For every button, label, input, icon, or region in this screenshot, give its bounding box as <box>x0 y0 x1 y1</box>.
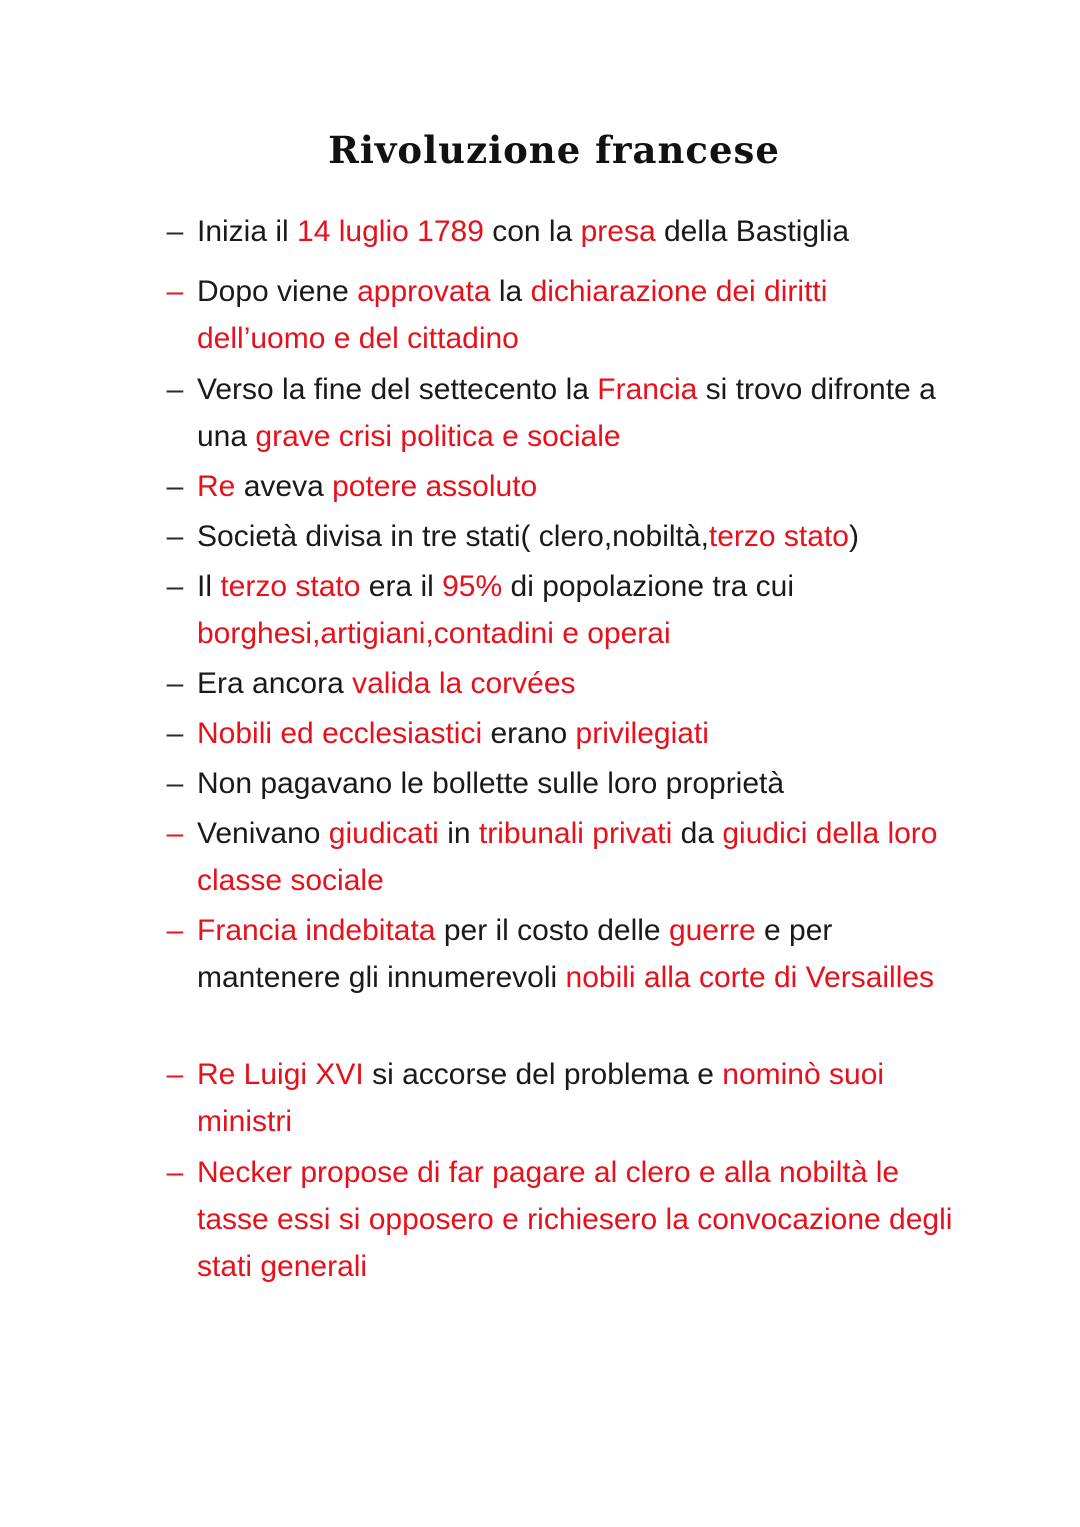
body-text: di popolazione tra cui <box>502 570 795 603</box>
bullet-dash: – <box>166 717 184 750</box>
list-item <box>166 208 957 255</box>
list-item <box>166 563 957 657</box>
list-item <box>166 810 957 904</box>
body-text: Era ancora <box>197 667 353 700</box>
highlighted-text: terzo stato <box>220 570 361 603</box>
body-text: si accorse del problema e <box>363 1058 723 1091</box>
bullet-dash: – <box>166 373 184 406</box>
page-title: Rivoluzione francese <box>328 128 780 172</box>
list-item <box>166 660 957 707</box>
highlighted-text: borghesi,artigiani,contadini e operai <box>197 617 671 650</box>
body-text: aveva <box>235 470 333 503</box>
bullet-dash: – <box>166 570 184 603</box>
body-text: erano <box>482 717 576 750</box>
body-text: Venivano <box>197 817 329 850</box>
highlighted-text: giudicati <box>328 817 439 850</box>
highlighted-text: dichiarazione dei diritti dell’uomo e del cittadino <box>197 275 828 355</box>
body-text: e per mantenere gli innumerevoli <box>197 914 833 994</box>
bullet-dash: – <box>166 1058 184 1091</box>
highlighted-text: privilegiati <box>575 717 709 750</box>
highlighted-text: 14 luglio 1789 <box>297 215 484 248</box>
list-item <box>166 268 957 362</box>
body-text: era il <box>360 570 443 603</box>
highlighted-text: Re <box>197 470 236 503</box>
highlighted-text: approvata <box>357 275 491 308</box>
highlighted-text: Nobili ed ecclesiastici <box>197 717 483 750</box>
body-text: Verso la fine del settecento la <box>197 373 598 406</box>
body-text: ) <box>848 520 859 553</box>
bullet-dash: – <box>166 914 184 947</box>
bullet-dash: – <box>166 767 184 800</box>
body-text: la <box>490 275 531 308</box>
body-text: da <box>672 817 723 850</box>
highlighted-text: Francia indebitata <box>197 914 436 947</box>
highlighted-text: terzo stato <box>708 520 849 553</box>
highlighted-text: Re Luigi XVI <box>197 1058 364 1091</box>
highlighted-text: Francia <box>597 373 698 406</box>
list-item <box>166 463 957 510</box>
list-item <box>166 1149 957 1290</box>
list-item <box>166 1051 957 1145</box>
highlighted-text: nominò suoi ministri <box>197 1058 885 1138</box>
highlighted-text: presa <box>580 215 656 248</box>
highlighted-text: giudici della loro classe sociale <box>197 817 938 897</box>
highlighted-text: Necker propose di far pagare al clero e alla nobiltà le tasse essi si opposero e richiesero la convocazione degli stati generali <box>197 1156 953 1283</box>
highlighted-text: potere assoluto <box>332 470 538 503</box>
bullet-dash: – <box>166 1156 184 1189</box>
list-item <box>166 366 957 460</box>
list-item <box>166 760 957 807</box>
bullet-dash: – <box>166 817 184 850</box>
body-text: in <box>438 817 479 850</box>
bullet-dash: – <box>166 520 184 553</box>
highlighted-text: grave crisi politica e sociale <box>255 420 621 453</box>
list-item <box>166 513 957 560</box>
list-item <box>166 710 957 757</box>
body-text: Inizia il <box>197 215 298 248</box>
body-text: Il <box>197 570 221 603</box>
bullet-dash: – <box>166 667 184 700</box>
list-item <box>166 907 957 1001</box>
highlighted-text: valida la corvées <box>352 667 576 700</box>
bullet-dash: – <box>166 275 184 308</box>
bullet-dash: – <box>166 215 184 248</box>
body-text: Società divisa in tre stati( clero,nobiltà, <box>197 520 709 553</box>
body-text: con la <box>483 215 581 248</box>
body-text: della Bastiglia <box>655 215 850 248</box>
body-text: si trovo difronte a una <box>197 373 936 453</box>
highlighted-text: 95% <box>442 570 503 603</box>
body-text: per il costo delle <box>435 914 669 947</box>
body-text: Dopo viene <box>197 275 358 308</box>
bullet-dash: – <box>166 470 184 503</box>
highlighted-text: nobili alla corte di Versailles <box>565 961 935 994</box>
body-text: Non pagavano le bollette sulle loro proprietà <box>197 767 785 800</box>
highlighted-text: tribunali privati <box>478 817 673 850</box>
highlighted-text: guerre <box>668 914 756 947</box>
